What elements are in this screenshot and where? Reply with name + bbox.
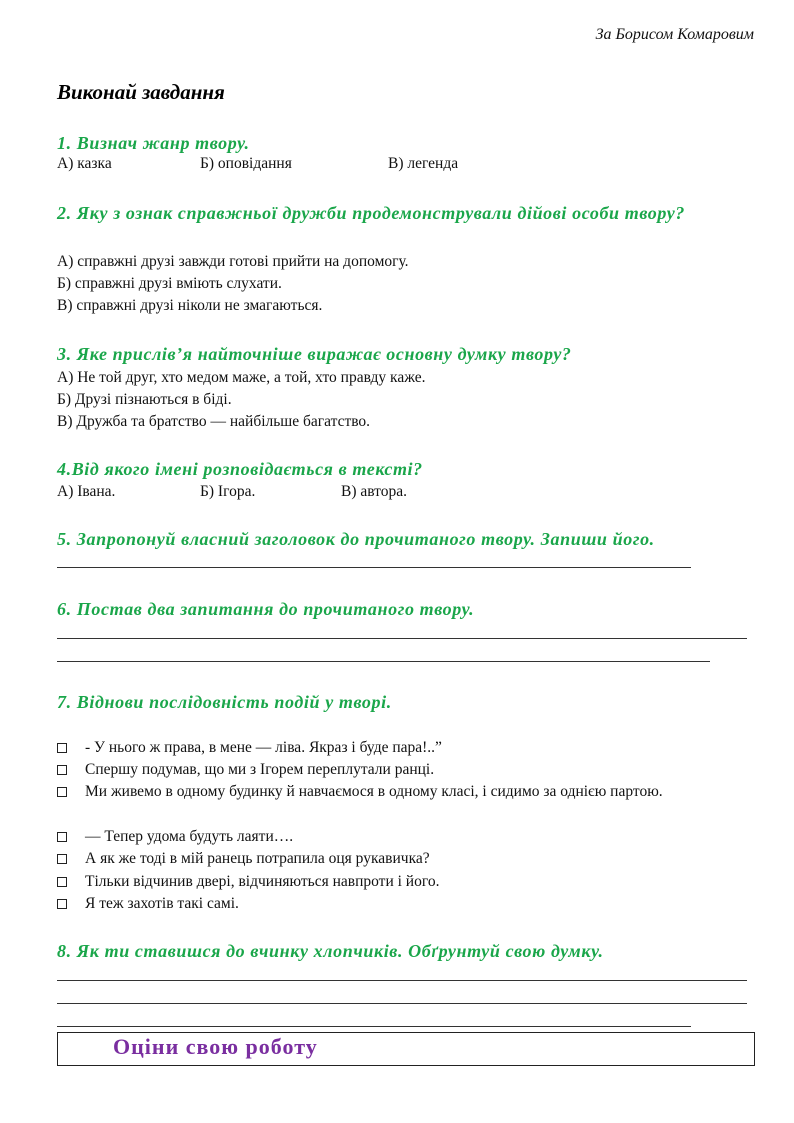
page-title: Виконай завдання — [57, 80, 225, 104]
question-8: 8. Як ти ставишся до вчинку хлопчиків. Обґрунтуй свою думку. — [57, 941, 604, 961]
self-evaluation-title: Оціни свою роботу — [113, 1034, 318, 1059]
q1-option-c[interactable]: В) легенда — [388, 155, 459, 172]
question-6: 6. Постав два запитання до прочитаного твору. — [57, 599, 475, 619]
answer-line[interactable] — [57, 1003, 747, 1004]
sequence-item-text: Спершу подумав, що ми з Ігорем переплутали ранці. — [85, 761, 435, 778]
q1-option-b[interactable]: Б) оповідання — [200, 155, 292, 172]
question-4: 4.Від якого імені розповідається в тексті? — [57, 459, 423, 479]
answer-line[interactable] — [57, 567, 691, 568]
sequence-item-text: Ми живемо в одному будинку й навчаємося в одному класі, і сидимо за однією партою. — [85, 783, 663, 800]
author-credit: За Борисом Комаровим — [595, 26, 754, 43]
sequence-item-text: - У нього ж права, в мене — ліва. Якраз і буде пара!..” — [85, 739, 442, 756]
q4-option-b[interactable]: Б) Ігора. — [200, 483, 256, 500]
question-5: 5. Запропонуй власний заголовок до прочитаного твору. Запиши його. — [57, 529, 655, 549]
checkbox[interactable] — [57, 787, 67, 797]
q3-option-c[interactable]: В) Дружба та братство — найбільше багатство. — [57, 413, 371, 430]
answer-line[interactable] — [57, 638, 747, 639]
question-1: 1. Визнач жанр твору. — [57, 133, 250, 153]
checkbox[interactable] — [57, 832, 67, 842]
sequence-item-text: Тільки відчинив двері, відчиняються навпроти і його. — [85, 873, 440, 890]
checkbox[interactable] — [57, 854, 67, 864]
q3-option-a[interactable]: А) Не той друг, хто медом маже, а той, хто правду каже. — [57, 369, 426, 386]
q2-option-c[interactable]: В) справжні друзі ніколи не змагаються. — [57, 297, 323, 314]
answer-line[interactable] — [57, 1026, 691, 1027]
checkbox[interactable] — [57, 899, 67, 909]
checkbox[interactable] — [57, 743, 67, 753]
question-7: 7. Віднови послідовність подій у творі. — [57, 692, 392, 712]
checkbox[interactable] — [57, 877, 67, 887]
checkbox[interactable] — [57, 765, 67, 775]
q4-option-a[interactable]: А) Івана. — [57, 483, 116, 500]
q2-option-b[interactable]: Б) справжні друзі вміють слухати. — [57, 275, 282, 292]
self-evaluation-box — [57, 1032, 755, 1066]
question-3: 3. Яке прислів’я найточніше виражає основну думку твору? — [57, 344, 572, 364]
sequence-item-text: А як же тоді в мій ранець потрапила оця рукавичка? — [85, 850, 430, 867]
answer-line[interactable] — [57, 661, 710, 662]
question-2: 2. Яку з ознак справжньої дружби продемонстрували дійові особи твору? — [57, 203, 685, 223]
q4-option-c[interactable]: В) автора. — [341, 483, 408, 500]
q1-option-a[interactable]: А) казка — [57, 155, 112, 172]
sequence-item-text: Я теж захотів такі самі. — [85, 895, 239, 912]
sequence-item-text: — Тепер удома будуть лаяти…. — [85, 828, 294, 845]
q3-option-b[interactable]: Б) Друзі пізнаються в біді. — [57, 391, 232, 408]
q2-option-a[interactable]: А) справжні друзі завжди готові прийти на допомогу. — [57, 253, 409, 270]
answer-line[interactable] — [57, 980, 747, 981]
